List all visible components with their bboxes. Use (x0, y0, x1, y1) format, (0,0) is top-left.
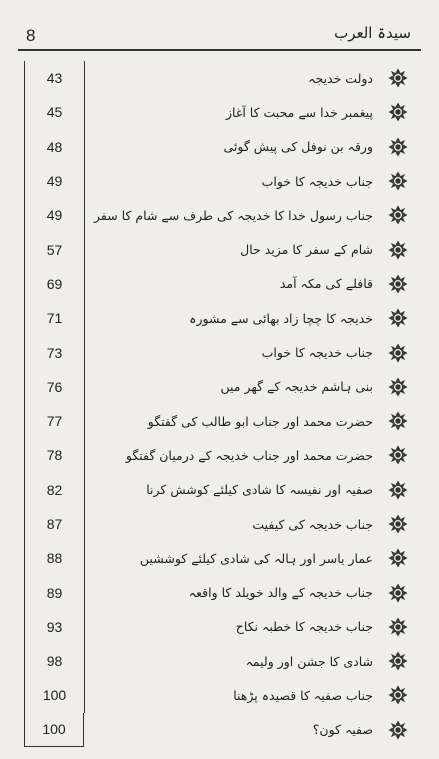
floral-rosette-icon (381, 137, 415, 157)
page-number-cell (25, 198, 85, 232)
page-number-cell (25, 473, 85, 507)
table-of-contents (24, 61, 415, 747)
floral-rosette-icon (381, 720, 415, 740)
page-number-cell (24, 713, 84, 747)
toc-entry[interactable] (24, 164, 415, 198)
entry-title: جناب رسول خدا کا خدیجہ کی طرف سے شام کا سفر (94, 207, 373, 223)
entry-title: قافلے کی مکہ آمد (279, 276, 373, 292)
toc-entry[interactable] (24, 644, 415, 678)
entry-page-number: 100 (42, 721, 66, 738)
entry-page-number: 48 (46, 138, 63, 155)
entry-title: بنی ہاشم خدیجہ کے گھر میں (220, 379, 373, 395)
entry-title: جناب خدیجہ کا خواب (261, 345, 373, 361)
page-number-cell (25, 232, 85, 266)
page-number-cell (25, 61, 85, 95)
page-number-cell (25, 370, 85, 404)
entry-page-number: 100 (42, 687, 67, 704)
entry-title: ورقہ بن نوفل کی پیش گوئی (223, 139, 373, 155)
toc-entry[interactable] (24, 335, 415, 369)
toc-entry[interactable] (24, 575, 415, 609)
floral-rosette-icon (381, 514, 415, 534)
entry-page-number: 82 (46, 481, 63, 498)
page-number: 8 (26, 26, 36, 45)
page-number-cell (25, 610, 85, 644)
page-number-cell (25, 404, 85, 438)
page-number-cell (25, 575, 85, 609)
toc-entry[interactable] (24, 541, 415, 575)
floral-rosette-icon (381, 583, 415, 603)
page-number-cell (25, 301, 85, 335)
page-header (18, 20, 421, 48)
page-number-cell (25, 130, 85, 164)
page-number-cell (25, 164, 85, 198)
page-number-cell (25, 678, 85, 712)
toc-entry[interactable] (24, 713, 415, 747)
toc-entry[interactable] (24, 370, 415, 404)
floral-rosette-icon (381, 411, 415, 431)
floral-rosette-icon (381, 274, 415, 294)
floral-rosette-icon (381, 308, 415, 328)
page-number-cell (25, 507, 85, 541)
entry-page-number: 88 (46, 550, 63, 567)
entry-title: شام کے سفر کا مزید حال (240, 242, 373, 258)
page-number-cell (25, 644, 85, 678)
entry-page-number: 98 (46, 653, 63, 670)
entry-title: جناب خدیجہ کا خطبہ نکاح (235, 619, 373, 635)
entry-page-number: 77 (46, 413, 63, 430)
floral-rosette-icon (381, 343, 415, 363)
page-number-cell (25, 267, 85, 301)
toc-entry[interactable] (24, 267, 415, 301)
floral-rosette-icon (381, 617, 415, 637)
entry-title: جناب خدیجہ کا خواب (261, 173, 373, 189)
floral-rosette-icon (381, 548, 415, 568)
floral-rosette-icon (381, 68, 415, 88)
toc-entry[interactable] (24, 610, 415, 644)
toc-entry[interactable] (24, 95, 415, 129)
floral-rosette-icon (381, 480, 415, 500)
entry-title: خدیجہ کا چچا زاد بھائی سے مشورہ (189, 310, 373, 326)
page-number-cell (25, 438, 85, 472)
floral-rosette-icon (381, 205, 415, 225)
entry-title: جناب خدیجہ کے والد خویلد کا واقعہ (188, 585, 373, 601)
toc-entry[interactable] (24, 301, 415, 335)
entry-page-number: 76 (46, 378, 63, 395)
toc-entry[interactable] (24, 232, 415, 266)
toc-entry[interactable] (24, 678, 415, 712)
toc-entry[interactable] (24, 198, 415, 232)
toc-entry[interactable] (24, 61, 415, 95)
entry-title: پیغمبر خدا سے محبت کا آغاز (225, 104, 373, 120)
floral-rosette-icon (381, 377, 415, 397)
entry-page-number: 49 (46, 173, 63, 190)
entry-page-number: 87 (46, 516, 63, 532)
header-rule (18, 49, 421, 51)
running-title: سیدۃ العرب (334, 24, 411, 42)
toc-entry[interactable] (24, 507, 415, 541)
entry-page-number: 69 (46, 275, 63, 292)
floral-rosette-icon (381, 102, 415, 122)
entry-page-number: 45 (46, 104, 63, 121)
entry-title: حضرت محمد اور جناب خدیجہ کے درمیان گفتگو (125, 447, 373, 463)
page-number-cell (25, 541, 85, 575)
floral-rosette-icon (381, 445, 415, 465)
entry-page-number: 89 (46, 584, 63, 601)
floral-rosette-icon (381, 651, 415, 671)
page-number-cell (25, 335, 85, 369)
toc-entry[interactable] (24, 130, 415, 164)
entry-page-number: 49 (46, 207, 63, 224)
entry-title: حضرت محمد اور جناب ابو طالب کی گفتگو (147, 413, 373, 429)
entry-title: شادی کا جشن اور ولیمہ (245, 653, 373, 669)
entry-title: عمار یاسر اور ہالہ کی شادی کیلئے کوششیں (139, 550, 373, 566)
toc-entry[interactable] (24, 404, 415, 438)
entry-page-number: 43 (46, 70, 63, 87)
entry-title: دولت خدیجہ (308, 70, 373, 86)
entry-page-number: 73 (46, 344, 63, 361)
entry-page-number: 57 (46, 241, 63, 258)
entry-title: صفیہ کون؟ (312, 722, 373, 738)
toc-entry[interactable] (24, 473, 415, 507)
entry-page-number: 93 (46, 618, 63, 635)
entry-title: جناب خدیجہ کی کیفیت (252, 516, 373, 532)
entry-page-number: 78 (46, 447, 63, 464)
page-number-cell (25, 95, 85, 129)
entry-title: صفیہ اور نفیسہ کا شادی کیلئے کوشش کرنا (146, 482, 373, 498)
toc-entry[interactable] (24, 438, 415, 472)
floral-rosette-icon (381, 685, 415, 705)
floral-rosette-icon (381, 171, 415, 191)
entry-page-number: 71 (46, 310, 63, 327)
entry-title: جناب صفیہ کا قصیدہ پڑھنا (233, 687, 373, 703)
floral-rosette-icon (381, 240, 415, 260)
